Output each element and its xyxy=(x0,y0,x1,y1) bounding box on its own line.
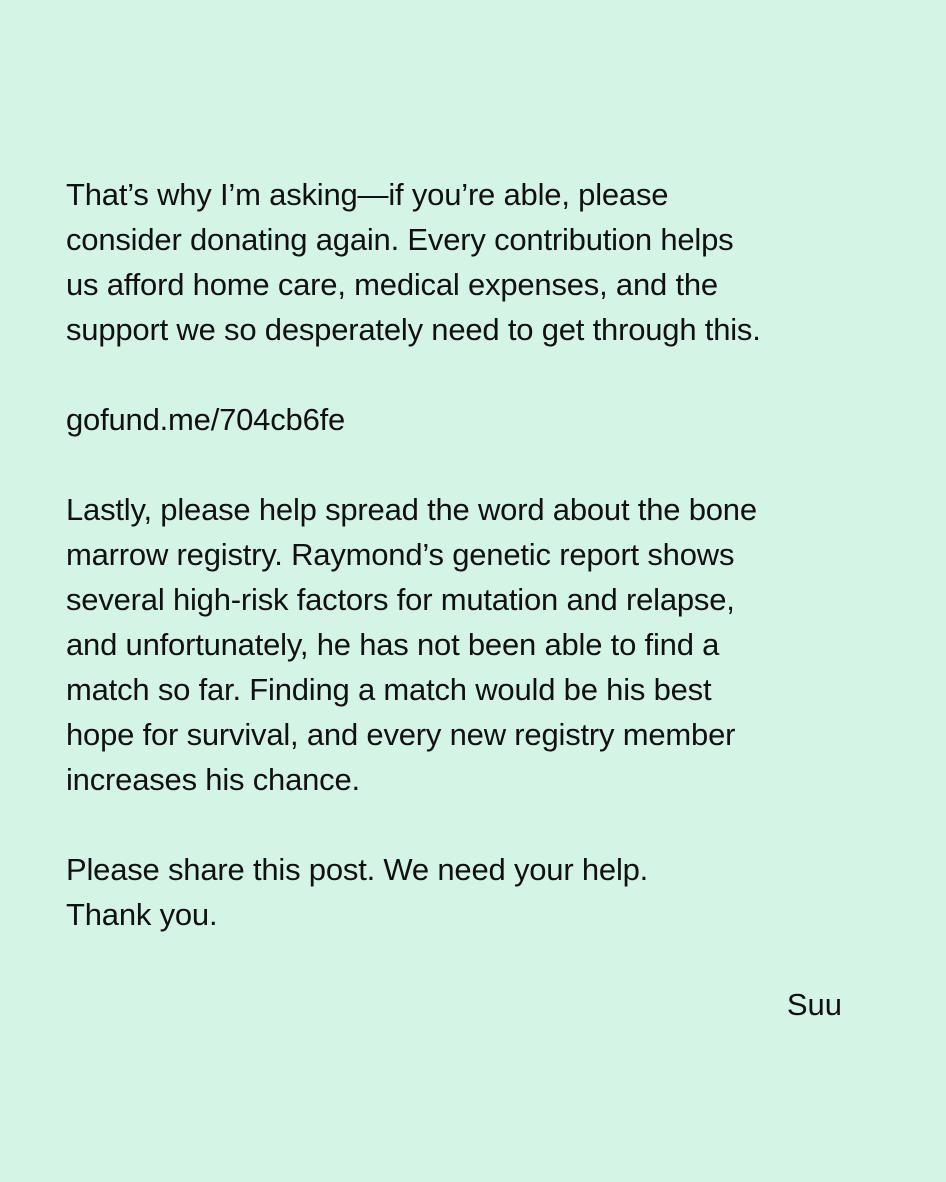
text-line: consider donating again. Every contribution helps xyxy=(66,222,734,257)
text-line: several high-risk factors for mutation and relapse, xyxy=(66,582,735,617)
text-line: us afford home care, medical expenses, and the xyxy=(66,267,718,302)
text-line: hope for survival, and every new registry member xyxy=(66,717,736,752)
post-body xyxy=(66,172,886,937)
gofundme-link: gofund.me/704cb6fe xyxy=(66,402,346,437)
text-line: Thank you. xyxy=(66,897,218,932)
text-line: Please share this post. We need your help. xyxy=(66,852,649,887)
text-line: increases his chance. xyxy=(66,762,360,797)
text-line: marrow registry. Raymond’s genetic report shows xyxy=(66,537,735,572)
text-line: support we so desperately need to get through this. xyxy=(66,312,761,347)
registry-paragraph xyxy=(66,487,886,802)
signature: Suu xyxy=(786,987,842,1022)
closing-paragraph xyxy=(66,847,886,937)
text-line: and unfortunately, he has not been able to find a xyxy=(66,627,720,662)
text-line: match so far. Finding a match would be his best xyxy=(66,672,712,707)
text-line: Lastly, please help spread the word about the bone xyxy=(66,492,757,527)
donation-paragraph xyxy=(66,172,886,352)
text-line: That’s why I’m asking—if you’re able, please xyxy=(66,177,669,212)
